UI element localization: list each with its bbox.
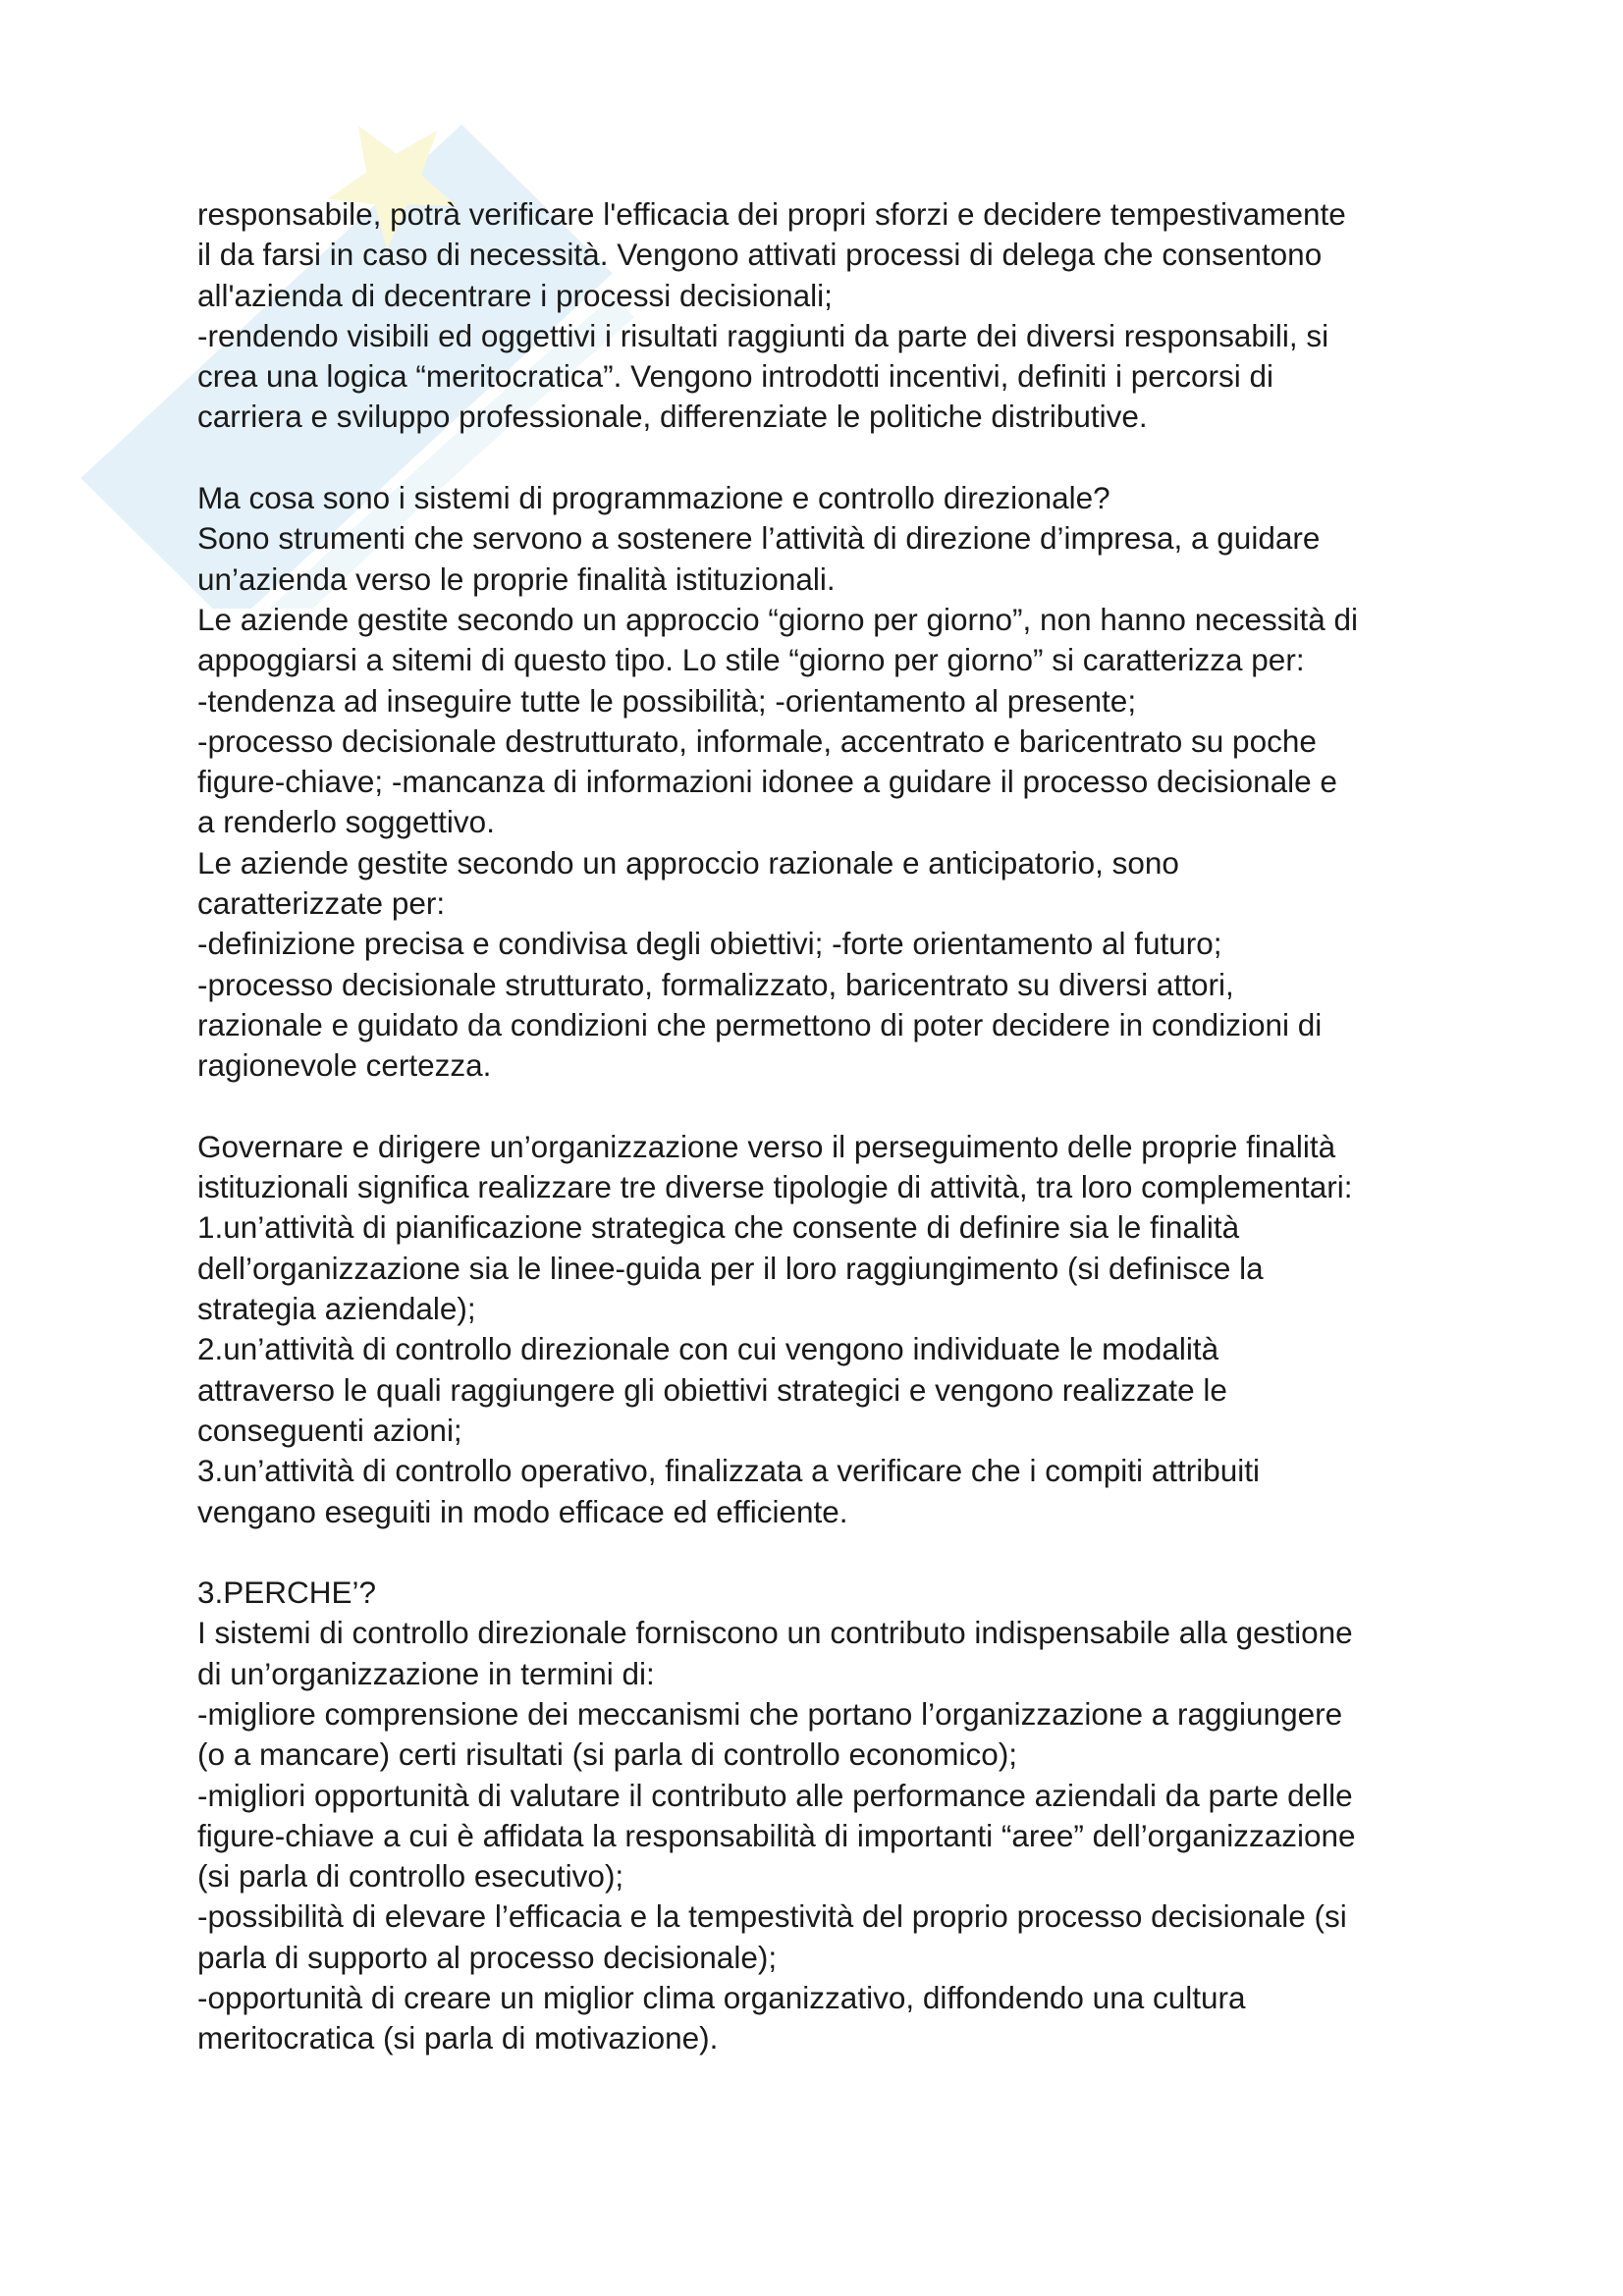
text-line: -processo decisionale destrutturato, informale, accentrato e baricentrato su poche [197, 722, 1317, 759]
text-line: Le aziende gestite secondo un approccio “giorno per giorno”, non hanno necessità di [197, 601, 1359, 637]
text-line: -processo decisionale strutturato, formalizzato, baricentrato su diversi attori, [197, 966, 1234, 1002]
text-line: attraverso le quali raggiungere gli obiettivi strategici e vengono realizzate le [197, 1371, 1227, 1408]
text-line: dell’organizzazione sia le linee-guida per il loro raggiungimento (si definisce la [197, 1250, 1264, 1286]
text-line: il da farsi in caso di necessità. Vengono attivati processi di delega che consentono [197, 237, 1323, 273]
text-line: I sistemi di controllo direzionale forniscono un contributo indispensabile alla gestione [197, 1615, 1353, 1651]
text-line: caratterizzate per: [197, 885, 446, 922]
paragraph [197, 194, 1464, 438]
text-line: conseguenti azioni; [197, 1412, 462, 1448]
document-body [197, 194, 1464, 2059]
text-line: -migliore comprensione dei meccanismi che portano l’organizzazione a raggiungere [197, 1695, 1343, 1732]
paragraph [197, 1573, 1464, 2059]
text-line: di un’organizzazione in termini di: [197, 1655, 655, 1691]
text-line: (o a mancare) certi risultati (si parla di controllo economico); [197, 1736, 1018, 1773]
text-line: istituzionali significa realizzare tre diverse tipologie di attività, tra loro complementari: [197, 1169, 1353, 1205]
text-line: -rendendo visibili ed oggettivi i risultati raggiunti da parte dei diversi responsabili, si [197, 317, 1329, 353]
text-line: meritocratica (si parla di motivazione). [197, 2020, 719, 2056]
text-line: -tendenza ad inseguire tutte le possibilità; -orientamento al presente; [197, 682, 1137, 719]
text-line: all'azienda di decentrare i processi decisionali; [197, 277, 833, 313]
paragraph-gap [197, 1532, 1464, 1573]
text-line: -definizione precisa e condivisa degli obiettivi; -forte orientamento al futuro; [197, 926, 1222, 962]
text-line: parla di supporto al processo decisionale); [197, 1939, 778, 1975]
text-line: (si parla di controllo esecutivo); [197, 1858, 624, 1895]
text-line: appoggiarsi a sitemi di questo tipo. Lo stile “giorno per giorno” si caratterizza per: [197, 642, 1305, 678]
text-line: Sono strumenti che servono a sostenere l’attività di direzione d’impresa, a guidare [197, 520, 1321, 557]
paragraph-gap [197, 1087, 1464, 1127]
text-line: figure-chiave a cui è affidata la responsabilità di importanti “aree” dell’organizzazione [197, 1817, 1356, 1853]
text-line: 3.un’attività di controllo operativo, finalizzata a verificare che i compiti attribuiti [197, 1453, 1261, 1489]
text-line: Governare e dirigere un’organizzazione verso il perseguimento delle proprie finalità [197, 1128, 1336, 1164]
paragraph [197, 1127, 1464, 1532]
text-line: Ma cosa sono i sistemi di programmazione e controllo direzionale? [197, 480, 1110, 516]
text-line: carriera e sviluppo professionale, differenziate le politiche distributive. [197, 399, 1148, 435]
text-line: Le aziende gestite secondo un approccio razionale e anticipatorio, sono [197, 844, 1179, 881]
paragraph [197, 478, 1464, 1086]
paragraph-gap [197, 438, 1464, 478]
text-line: a renderlo soggettivo. [197, 804, 495, 840]
text-line: 2.un’attività di controllo direzionale con cui vengono individuate le modalità [197, 1331, 1219, 1367]
text-line: razionale e guidato da condizioni che permettono di poter decidere in condizioni di [197, 1006, 1323, 1042]
text-line: responsabile, potrà verificare l'efficacia dei propri sforzi e decidere tempestivamente [197, 196, 1346, 232]
text-line: un’azienda verso le proprie finalità istituzionali. [197, 561, 836, 597]
text-line: vengano eseguiti in modo efficace ed efficiente. [197, 1493, 848, 1529]
text-line: ragionevole certezza. [197, 1047, 492, 1084]
text-line: -opportunità di creare un miglior clima organizzativo, diffondendo una cultura [197, 1980, 1246, 2016]
text-line: 3.PERCHE’? [197, 1575, 377, 1611]
text-line: 1.un’attività di pianificazione strategica che consente di definire sia le finalità [197, 1209, 1240, 1246]
text-line: figure-chiave; -mancanza di informazioni idonee a guidare il processo decisionale e [197, 764, 1337, 800]
text-line: strategia aziendale); [197, 1291, 476, 1327]
text-line: -possibilità di elevare l’efficacia e la tempestività del proprio processo decisionale (si [197, 1898, 1347, 1935]
text-line: crea una logica “meritocratica”. Vengono introdotti incentivi, definiti i percorsi di [197, 358, 1274, 395]
text-line: -migliori opportunità di valutare il contributo alle performance aziendali da parte delle [197, 1777, 1353, 1813]
